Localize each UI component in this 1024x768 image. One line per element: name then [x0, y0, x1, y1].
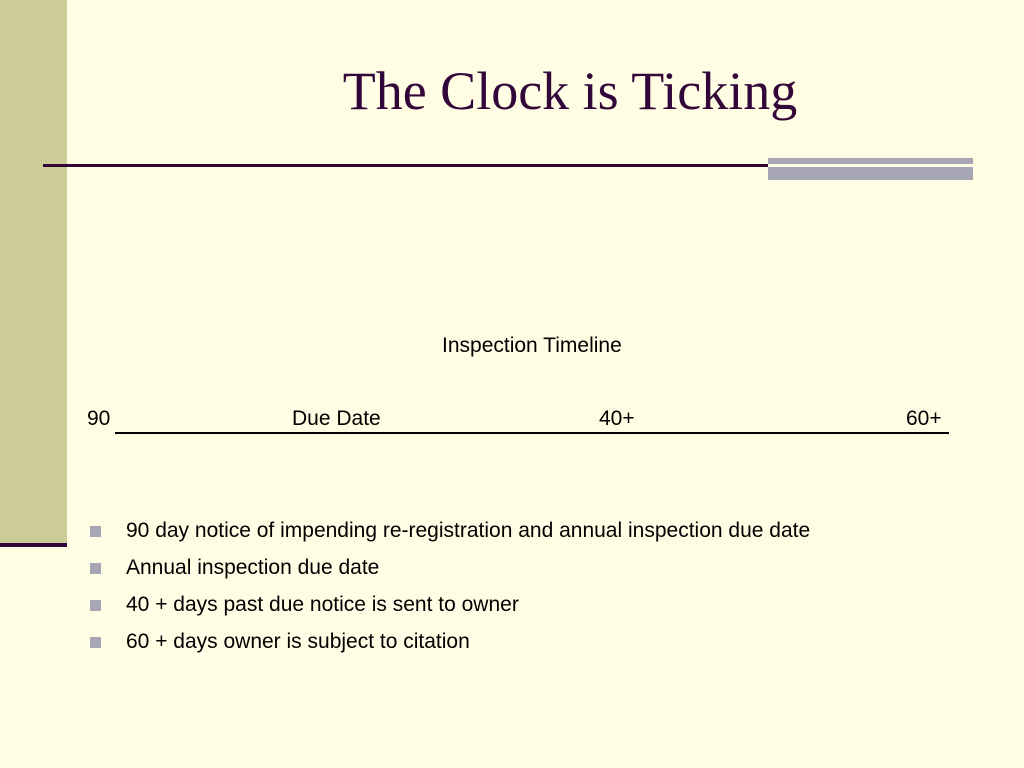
bullet-text: 40 + days past due notice is sent to owner: [126, 593, 519, 616]
timeline-label-60: 60+: [906, 407, 942, 430]
bullet-text: 60 + days owner is subject to citation: [126, 630, 470, 653]
timeline-label-due-date: Due Date: [292, 407, 381, 430]
list-item: [90, 629, 810, 666]
list-item: [90, 555, 810, 592]
square-bullet-icon: [90, 600, 101, 611]
timeline-underline: [115, 432, 949, 434]
bullet-list: [90, 518, 810, 666]
timeline-label-40: 40+: [599, 407, 635, 430]
list-item: [90, 518, 810, 555]
square-bullet-icon: [90, 526, 101, 537]
square-bullet-icon: [90, 563, 101, 574]
left-band-accent-line: [0, 543, 67, 547]
square-bullet-icon: [90, 637, 101, 648]
title-accent-bar: [768, 158, 973, 180]
slide-title: The Clock is Ticking: [342, 61, 798, 121]
bullet-text: 90 day notice of impending re-registration and annual inspection due date: [126, 519, 811, 542]
list-item: [90, 592, 810, 629]
bullet-text: Annual inspection due date: [126, 556, 380, 579]
timeline-heading: Inspection Timeline: [442, 334, 622, 357]
timeline-label-90: 90: [87, 407, 111, 430]
